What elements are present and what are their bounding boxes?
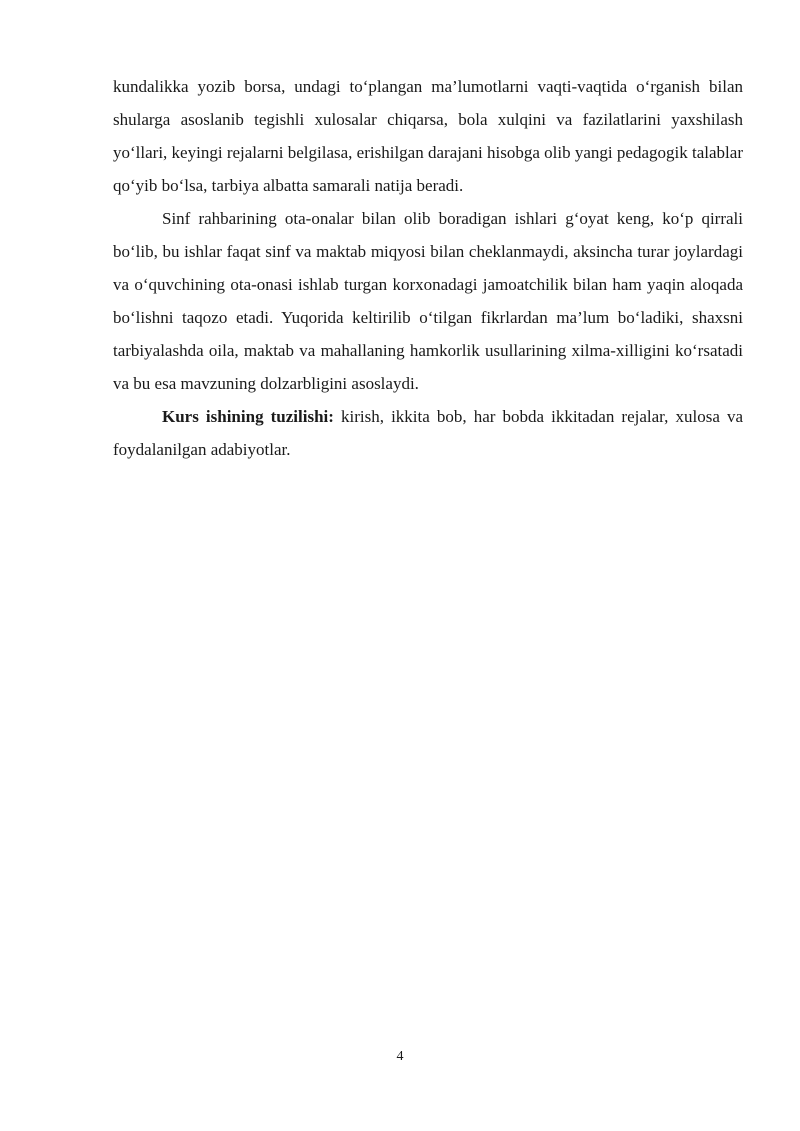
body-text: [113, 70, 743, 466]
page-number: 4: [396, 1049, 404, 1064]
paragraph-continuation: kundalikka yozib borsa, undagi to‘plangan ma’lumotlarni vaqti-vaqtida o‘rganish bilan shularga asoslanib tegishli xulosalar chiqarsa, bola xulqini va fazilatlarini yaxshilash yo‘llari, keyingi rejalarni belgilasa, erishilgan darajani hisobga olib yangi pedagogik talablar qo‘yib bo‘lsa, tarbiya albatta samarali natija beradi.: [113, 77, 743, 195]
course-structure-label: Kurs ishining tuzilishi:: [162, 407, 334, 426]
paragraph-class-teacher-parents: Sinf rahbarining ota-onalar bilan olib boradigan ishlari g‘oyat keng, ko‘p qirrali bo‘lib, bu ishlar faqat sinf va maktab miqyosi bilan cheklanmaydi, aksincha turar joylardagi va o‘quvchining ota-onasi ishlab turgan korxonadagi jamoatchilik bilan ham yaqin aloqada bo‘lishni taqozo etadi. Yuqorida keltirilib o‘tilgan fikrlardan ma’lum bo‘ladiki, shaxsni tarbiyalashda oila, maktab va mahallaning hamkorlik usullarining xilma-xilligini ko‘rsatadi va bu esa mavzuning dolzarbligini asoslaydi.: [113, 209, 743, 393]
course-structure-text: kirish, ikkita bob, har bobda ikkitadan rejalar, xulosa va foydalanilgan adabiyotlar.: [113, 407, 743, 459]
paragraph-course-structure: [113, 400, 743, 466]
